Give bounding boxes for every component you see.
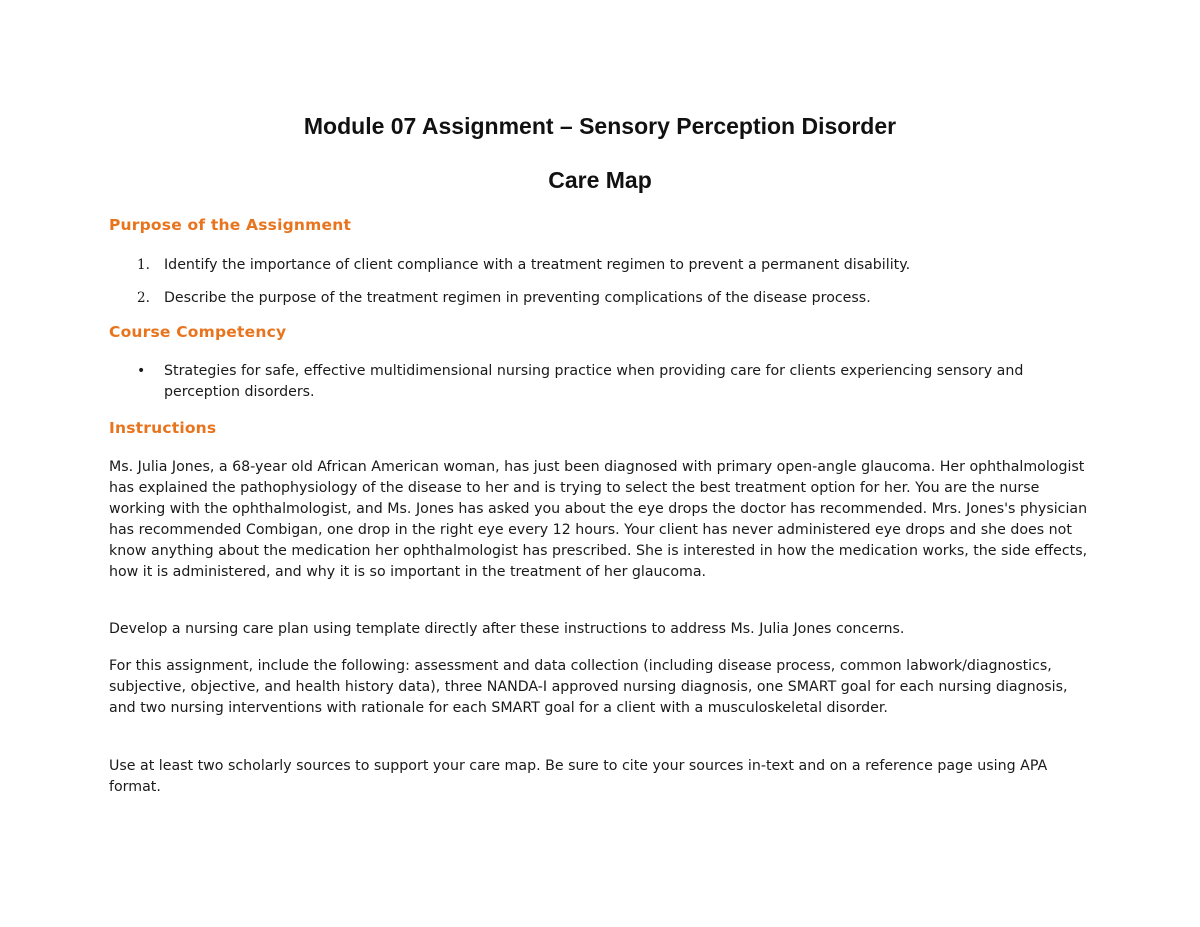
competency-item-text: Strategies for safe, effective multidimensional nursing practice when providing care for clients experiencing sensory and perception disorders.: [164, 363, 1024, 400]
instructions-heading: Instructions: [109, 419, 217, 437]
competency-item-1: [137, 361, 1087, 403]
purpose-item-text: Describe the purpose of the treatment regimen in preventing complications of the disease process.: [164, 290, 871, 306]
competency-heading: Course Competency: [109, 323, 287, 341]
list-number: 2.: [137, 290, 150, 306]
document-title: Module 07 Assignment – Sensory Perception Disorder: [303, 113, 897, 139]
purpose-item-2: [137, 288, 1097, 309]
instructions-paragraph-3: For this assignment, include the following: assessment and data collection (including disease process, common labwork/diagnostics, subjective, objective, and health history data), three NANDA-I approved nursing diagnosis, one SMART goal for each nursing diagnosis, and two nursing interventions with rationale for each SMART goal for a client with a musculoskeletal disorder.: [109, 658, 1068, 716]
purpose-item-text: Identify the importance of client compliance with a treatment regimen to prevent a permanent disability.: [164, 257, 911, 273]
bullet-icon: •: [137, 363, 146, 379]
instructions-paragraph-2: Develop a nursing care plan using template directly after these instructions to address Ms. Julia Jones concerns.: [109, 621, 905, 637]
purpose-heading: Purpose of the Assignment: [109, 216, 352, 234]
instructions-paragraph-1: Ms. Julia Jones, a 68-year old African American woman, has just been diagnosed with primary open-angle glaucoma. Her ophthalmologist has explained the pathophysiology of the disease to her and is trying to select the best treatment option for her. You are the nurse working with the ophthalmologist, and Ms. Jones has asked you about the eye drops the doctor has recommended. Mrs. Jones's physician has recommended Combigan, one drop in the right eye every 12 hours. Your client has never administered eye drops and she does not know anything about the medication her ophthalmologist has prescribed. She is interested in how the medication works, the side effects, how it is administered, and why it is so important in the treatment of her glaucoma.: [109, 459, 1088, 580]
document-subtitle: Care Map: [548, 167, 652, 193]
list-number: 1.: [137, 257, 150, 273]
purpose-item-1: [137, 255, 1097, 276]
instructions-paragraph-4: Use at least two scholarly sources to support your care map. Be sure to cite your sources in-text and on a reference page using APA format.: [109, 758, 1048, 795]
